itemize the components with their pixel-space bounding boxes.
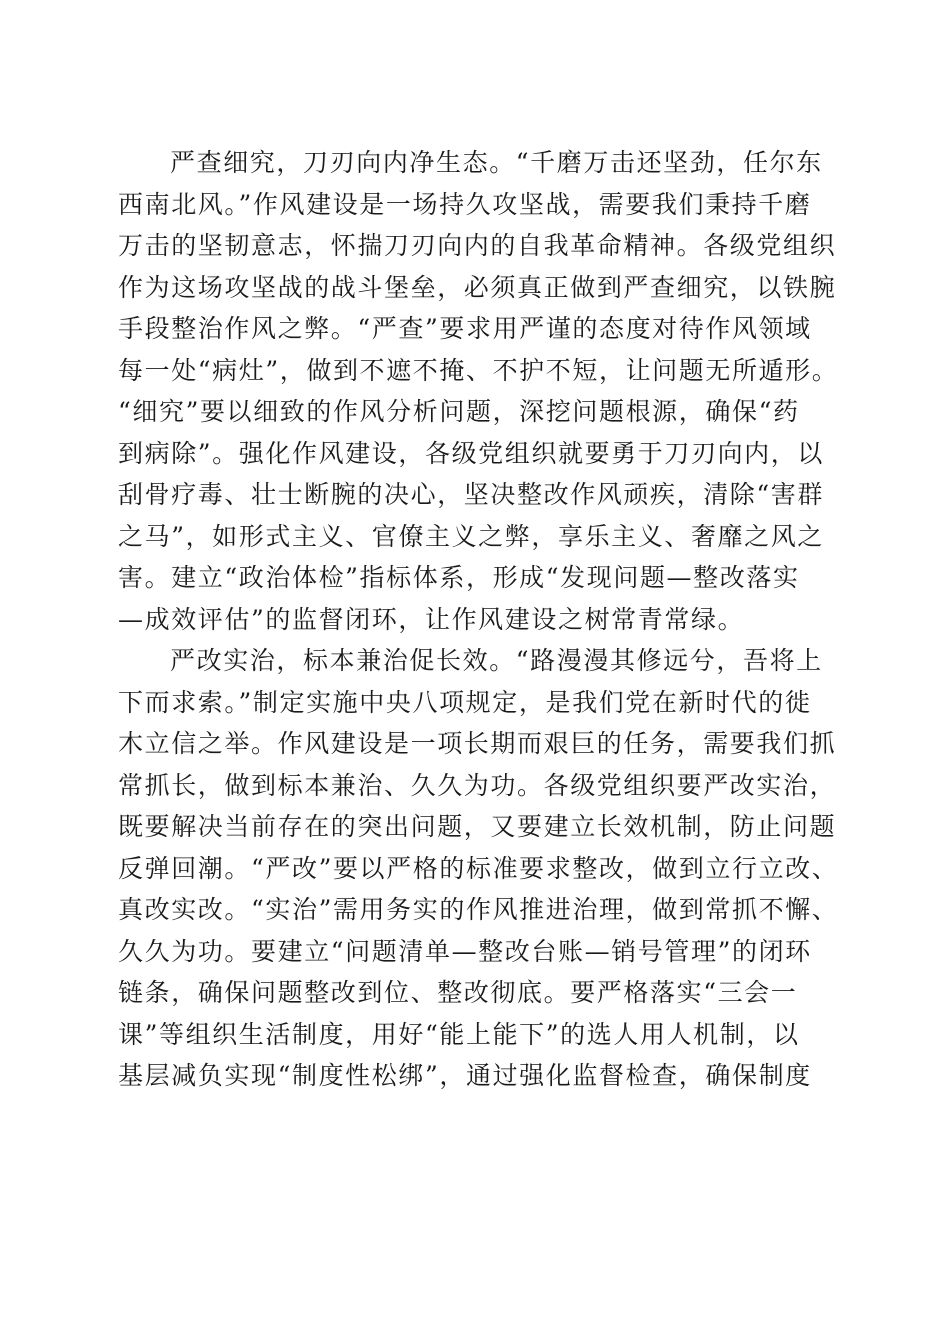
- paragraph-2-line-4: 常抓长，做到标本兼治、久久为功。各级党组织要严改实治，: [118, 770, 837, 800]
- paragraph-1-line-4: 作为这场攻坚战的战斗堡垒，必须真正做到严查细究，以铁腕: [118, 272, 837, 302]
- paragraph-1-line-2: 西南北风。”作风建设是一场持久攻坚战，需要我们秉持千磨: [118, 189, 812, 219]
- body-text: [118, 142, 838, 1097]
- paragraph-2-line-2: 下而求索。”制定实施中央八项规定，是我们党在新时代的徙: [118, 687, 812, 717]
- paragraph-2-line-1: 严改实治，标本兼治促长效。“路漫漫其修远兮，吾将上: [170, 646, 823, 675]
- paragraph-1-line-1: 严查细究，刀刃向内净生态。“千磨万击还坚劲，任尔东: [170, 148, 823, 177]
- paragraph-2-line-7: 真改实改。“实治”需用务实的作风推进治理，做到常抓不懈、: [118, 895, 839, 924]
- paragraph-1-line-12: —成效评估”的监督闭环，让作风建设之树常青常绿。: [118, 604, 745, 634]
- paragraph-1-line-8: 到病除”。强化作风建设，各级党组织就要勇于刀刃向内，以: [118, 438, 824, 468]
- paragraph-2-line-5: 既要解决当前存在的突出问题，又要建立长效机制，防止问题: [118, 812, 837, 841]
- paragraph-1-line-10: 之马”，如形式主义、官僚主义之弊，享乐主义、奢靡之风之: [118, 521, 824, 551]
- paragraph-1-line-7: “细究”要以细致的作风分析问题，深挖问题根源，确保“药: [118, 397, 800, 426]
- paragraph-2-line-9: 链条，确保问题整改到位、整改彻底。要严格落实“三会一: [118, 978, 798, 1007]
- paragraph-2-line-10: 课”等组织生活制度，用好“能上能下”的选人用人机制，以: [118, 1019, 800, 1049]
- paragraph-1-line-11: 害。建立“政治体检”指标体系，形成“发现问题—整改落实: [118, 563, 800, 592]
- paragraph-1-line-9: 刮骨疗毒、壮士断腕的决心，坚决整改作风顽疾，清除“害群: [118, 480, 824, 509]
- paragraph-1-line-3: 万击的坚韧意志，怀揣刀刃向内的自我革命精神。各级党组织: [118, 231, 837, 260]
- paragraph-2-line-8: 久久为功。要建立“问题清单—整改台账—销号管理”的闭环: [118, 936, 812, 966]
- paragraph-1-line-6: 每一处“病灶”，做到不遮不掩、不护不短，让问题无所遁形。: [118, 355, 839, 385]
- paragraph-2-line-3: 木立信之举。作风建设是一项长期而艰巨的任务，需要我们抓: [118, 729, 837, 758]
- paragraph-2-line-11: 基层减负实现“制度性松绑”，通过强化监督检查，确保制度: [118, 1061, 812, 1090]
- paragraph-2-line-6: 反弹回潮。“严改”要以严格的标准要求整改，做到立行立改、: [118, 853, 839, 883]
- paragraph-1-line-5: 手段整治作风之弊。“严查”要求用严谨的态度对待作风领域: [118, 314, 812, 343]
